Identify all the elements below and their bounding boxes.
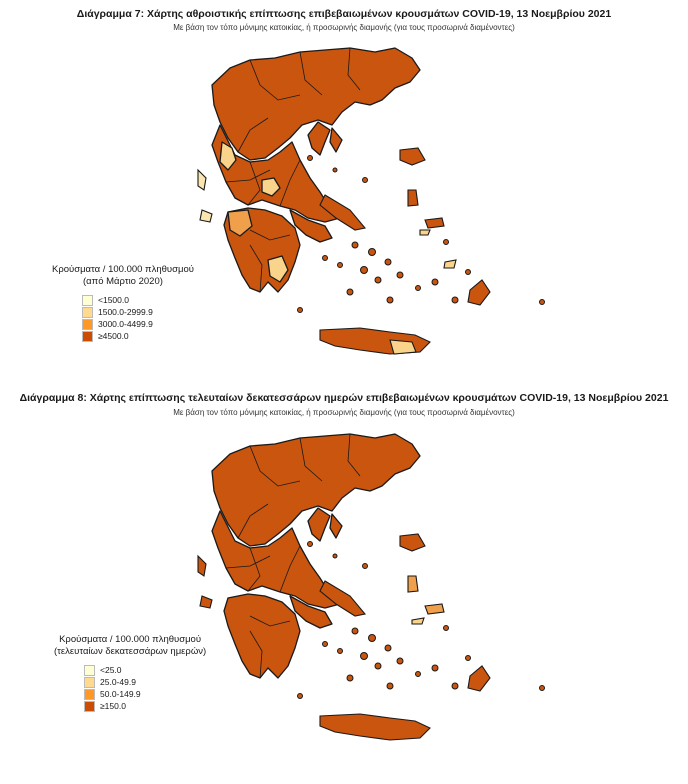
legend-title: Κρούσματα / 100.000 πληθυσμού <box>59 634 202 645</box>
legend <box>52 264 194 342</box>
region-chalkidiki-2 <box>330 128 342 152</box>
legend-swatch <box>82 295 93 306</box>
legend-item: ≥4500.0 <box>82 330 194 342</box>
legend-title: Κρούσματα / 100.000 πληθυσμού <box>52 264 194 275</box>
legend <box>54 634 206 712</box>
legend-item: ≥150.0 <box>84 700 206 712</box>
map-subtitle: Με βάση τον τόπο μόνιμης κατοικίας, ή προσωρινής διαμονής (για τους προσωρινά διαμένοντες) <box>173 23 515 32</box>
fourteen-day-incidence-map-panel <box>0 388 688 784</box>
island-icaria <box>412 618 424 624</box>
legend-swatch <box>84 665 95 676</box>
greece-choropleth-map <box>150 416 570 766</box>
legend-swatch <box>84 677 95 688</box>
legend-item: 50.0-149.9 <box>84 688 206 700</box>
island-kos <box>444 260 456 268</box>
legend-item: 3000.0-4499.9 <box>82 318 194 330</box>
island-samos <box>425 604 444 614</box>
legend-item: <25.0 <box>84 664 206 676</box>
island-samos <box>425 218 444 228</box>
mainland <box>212 48 420 292</box>
legend-item: 25.0-49.9 <box>84 676 206 688</box>
island-crete-east <box>390 340 416 354</box>
legend-subtitle: (τελευταίων δεκατεσσάρων ημερών) <box>54 646 207 657</box>
legend-swatch <box>82 331 93 342</box>
legend-swatch <box>82 319 93 330</box>
legend-item: <1500.0 <box>82 294 194 306</box>
island-corfu <box>198 170 206 190</box>
legend-item: 1500.0-2999.9 <box>82 306 194 318</box>
island-chios <box>408 190 418 206</box>
island-corfu <box>198 556 206 576</box>
region-peloponnese <box>224 594 300 678</box>
legend-swatch <box>82 307 93 318</box>
region-chalkidiki <box>308 122 330 155</box>
legend-swatch <box>84 689 95 700</box>
island-icaria <box>420 230 430 235</box>
island-kefalonia <box>200 210 212 222</box>
greece-choropleth-map <box>150 30 570 380</box>
island-rhodes <box>468 280 490 305</box>
island-crete <box>320 714 430 740</box>
map-title: Διάγραμμα 8: Χάρτης επίπτωσης τελευταίων δεκατεσσάρων ημερών επιβεβαιωμένων κρουσμάτων COVID-19, 13 Νοεμβρίου 2021 <box>19 392 669 404</box>
island-rhodes <box>468 666 490 691</box>
cumulative-incidence-map-panel <box>0 0 688 380</box>
region-chalkidiki <box>308 508 330 541</box>
island-lesvos <box>400 534 425 551</box>
map-title: Διάγραμμα 7: Χάρτης αθροιστικής επίπτωσης επιβεβαιωμένων κρουσμάτων COVID-19, 13 Νοεμβρίου 2021 <box>76 8 612 20</box>
island-chios <box>408 576 418 592</box>
map-subtitle: Με βάση τον τόπο μόνιμης κατοικίας, ή προσωρινής διαμονής (για τους προσωρινά διαμένοντες) <box>173 408 515 417</box>
region-chalkidiki-2 <box>330 514 342 538</box>
legend-swatch <box>84 701 95 712</box>
legend-subtitle: (από Μάρτιο 2020) <box>83 276 163 287</box>
island-kefalonia <box>200 596 212 608</box>
island-lesvos <box>400 148 425 165</box>
